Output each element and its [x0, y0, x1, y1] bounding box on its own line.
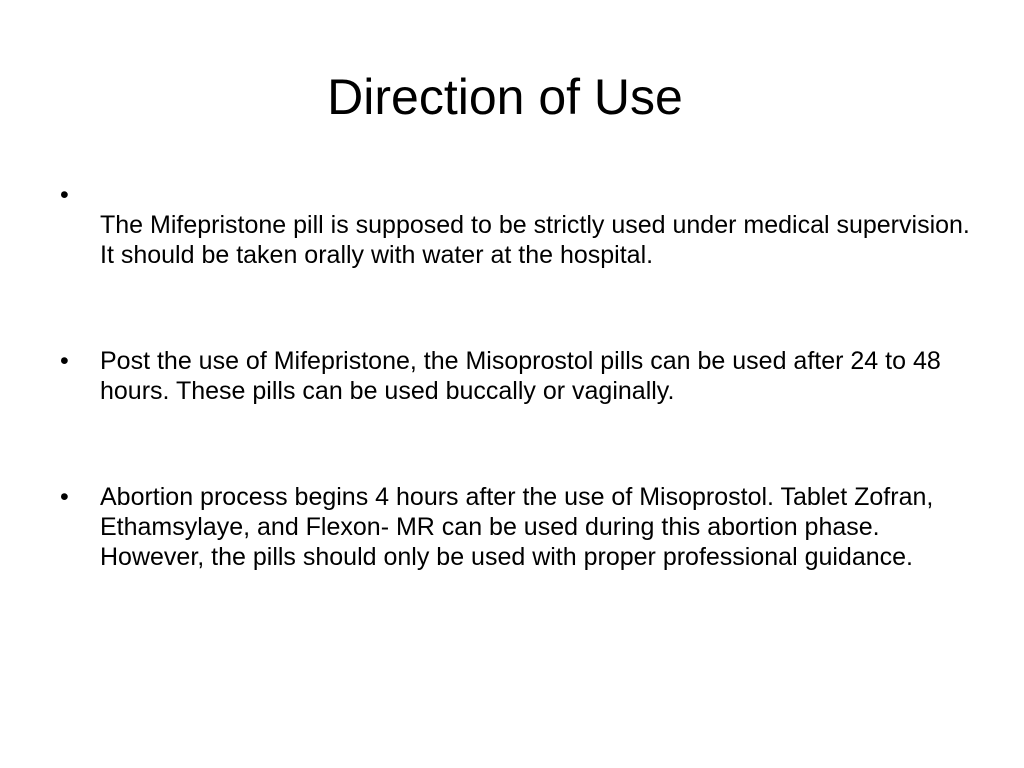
- bullet-list: [60, 180, 980, 572]
- bullet-text: Post the use of Mifepristone, the Misoprostol pills can be used after 24 to 48 hours. These pills can be used buccally or vaginally.: [100, 347, 941, 405]
- bullet-icon: •: [60, 483, 69, 511]
- list-item: [60, 180, 980, 270]
- list-item: [60, 346, 980, 406]
- bullet-text: Abortion process begins 4 hours after the use of Misoprostol. Tablet Zofran, Ethamsylaye, and Flexon- MR can be used during this abortion phase. However, the pills should only be used with proper professional guidance.: [100, 483, 934, 571]
- bullet-text: The Mifepristone pill is supposed to be strictly used under medical supervision. It should be taken orally with water at the hospital.: [100, 211, 970, 269]
- list-item: [60, 482, 980, 572]
- slide-title: Direction of Use: [327, 69, 683, 125]
- bullet-icon: •: [60, 181, 69, 209]
- bullet-icon: •: [60, 347, 69, 375]
